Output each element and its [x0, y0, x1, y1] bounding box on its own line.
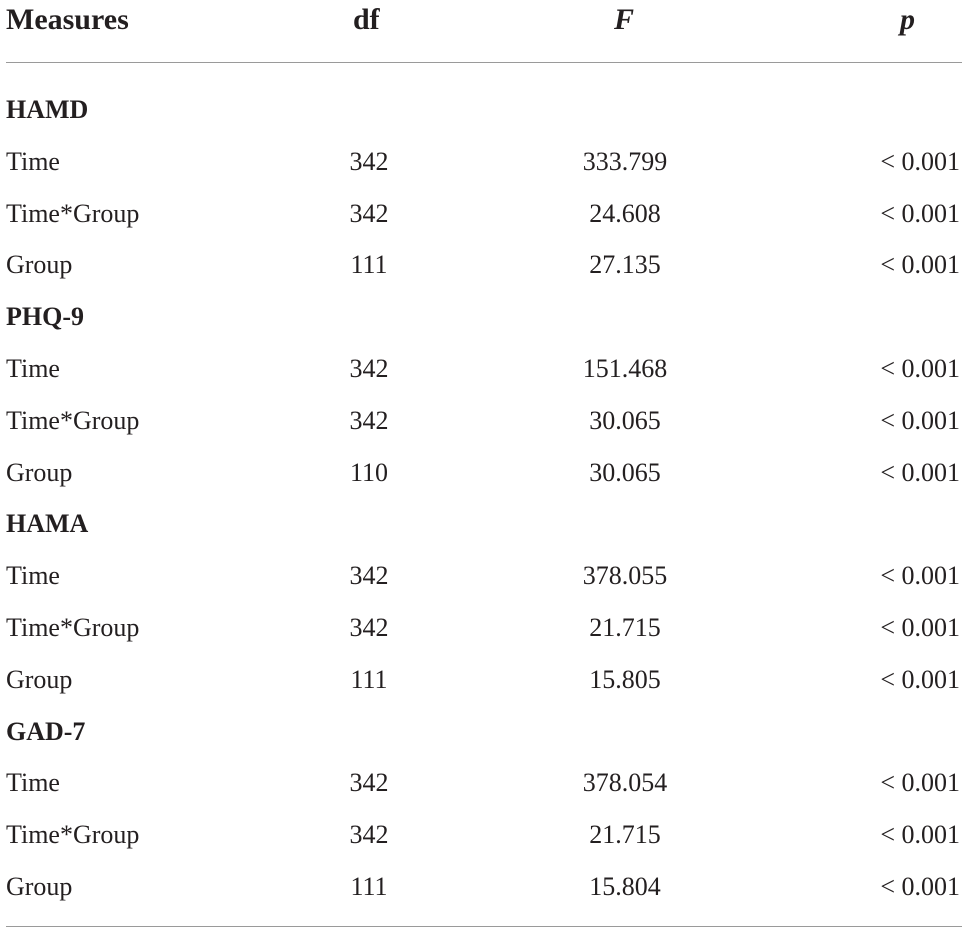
f-value-cell: 30.065 [589, 405, 661, 435]
header-p: p [900, 3, 915, 36]
table-header-row [0, 0, 968, 44]
df-cell: 342 [349, 613, 389, 642]
df-cell: 111 [350, 250, 388, 280]
row-label: Group [6, 457, 73, 487]
table-row [0, 755, 968, 807]
header-divider [6, 62, 962, 63]
p-value-cell: < 0.001 [880, 768, 960, 798]
table-row [0, 548, 968, 600]
f-value-cell: 151.468 [582, 354, 668, 383]
row-label: Time [6, 768, 60, 798]
row-label: Group [6, 872, 73, 901]
section-row [0, 82, 968, 134]
f-value-cell: 15.805 [589, 664, 661, 694]
f-value-cell: 15.804 [589, 872, 661, 901]
row-label: Time*Group [6, 613, 140, 642]
df-cell: 342 [349, 198, 389, 228]
section-heading: GAD-7 [6, 716, 86, 746]
p-value-cell: < 0.001 [880, 457, 960, 487]
table-row [0, 186, 968, 238]
header-f: F [614, 3, 635, 36]
table-row [0, 859, 968, 911]
row-label: Time*Group [6, 820, 140, 850]
header-df: df [353, 3, 380, 36]
row-label: Group [6, 664, 73, 694]
df-cell: 342 [349, 146, 389, 176]
p-value-cell: < 0.001 [880, 613, 960, 642]
table-row [0, 134, 968, 186]
row-label: Group [6, 250, 73, 280]
f-value-cell: 378.054 [582, 768, 668, 798]
p-value-cell: < 0.001 [880, 146, 960, 176]
table-row [0, 600, 968, 652]
df-cell: 342 [349, 354, 389, 383]
table-row [0, 237, 968, 289]
f-value-cell: 24.608 [589, 198, 661, 228]
table-row [0, 393, 968, 445]
section-heading: HAMD [6, 95, 89, 124]
section-row [0, 704, 968, 756]
section-heading: PHQ-9 [6, 302, 84, 332]
df-cell: 342 [349, 561, 389, 591]
table-row [0, 341, 968, 393]
table-row [0, 807, 968, 859]
df-cell: 342 [349, 768, 389, 798]
df-cell: 111 [350, 664, 388, 694]
p-value-cell: < 0.001 [880, 250, 960, 280]
row-label: Time [6, 561, 60, 591]
table-row [0, 652, 968, 704]
f-value-cell: 333.799 [582, 146, 668, 176]
p-value-cell: < 0.001 [880, 664, 960, 694]
header-measures: Measures [6, 3, 129, 36]
f-value-cell: 21.715 [589, 820, 661, 850]
row-label: Time*Group [6, 405, 140, 435]
df-cell: 342 [349, 405, 389, 435]
row-label: Time [6, 354, 60, 383]
bottom-divider [6, 926, 962, 927]
df-cell: 110 [349, 457, 389, 487]
section-row [0, 496, 968, 548]
p-value-cell: < 0.001 [880, 561, 960, 591]
p-value-cell: < 0.001 [880, 820, 960, 850]
p-value-cell: < 0.001 [880, 405, 960, 435]
df-cell: 342 [349, 820, 389, 850]
table-row [0, 445, 968, 497]
f-value-cell: 30.065 [589, 457, 661, 487]
p-value-cell: < 0.001 [880, 354, 960, 383]
row-label: Time*Group [6, 198, 140, 228]
section-row [0, 289, 968, 341]
section-heading: HAMA [6, 509, 89, 539]
f-value-cell: 27.135 [589, 250, 661, 280]
p-value-cell: < 0.001 [880, 198, 960, 228]
f-value-cell: 378.055 [582, 561, 668, 591]
df-cell: 111 [350, 872, 388, 901]
f-value-cell: 21.715 [589, 613, 661, 642]
row-label: Time [6, 146, 60, 176]
p-value-cell: < 0.001 [880, 872, 960, 901]
